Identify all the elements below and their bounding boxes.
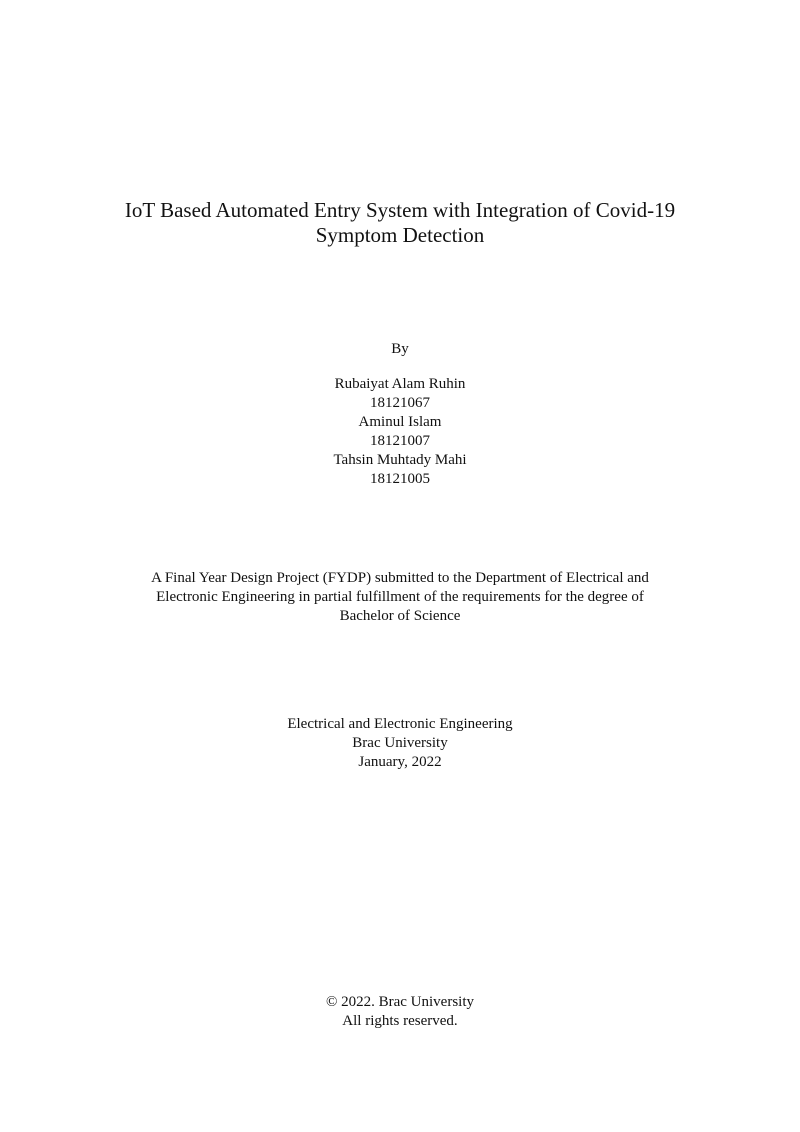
affiliation bbox=[0, 715, 800, 772]
submission-date: January, 2022 bbox=[358, 754, 442, 770]
author-id: 18121067 bbox=[370, 395, 430, 411]
by-label: By bbox=[391, 341, 409, 357]
copyright-line-1: © 2022. Brac University bbox=[325, 994, 475, 1010]
submission-statement bbox=[0, 569, 800, 626]
department: Electrical and Electronic Engineering bbox=[287, 716, 513, 732]
title-line-2: Symptom Detection bbox=[315, 223, 485, 247]
author-id: 18121005 bbox=[370, 471, 430, 487]
author-name: Tahsin Muhtady Mahi bbox=[333, 452, 467, 468]
title-line-1: IoT Based Automated Entry System with Integration of Covid-19 bbox=[124, 198, 676, 222]
copyright-line-2: All rights reserved. bbox=[342, 1013, 458, 1029]
university: Brac University bbox=[352, 735, 448, 751]
statement-line-3: Bachelor of Science bbox=[339, 608, 461, 624]
author-name: Aminul Islam bbox=[358, 414, 442, 430]
statement-line-1: A Final Year Design Project (FYDP) submitted to the Department of Electrical and bbox=[151, 570, 649, 586]
author-id: 18121007 bbox=[370, 433, 430, 449]
document-title bbox=[0, 198, 800, 248]
copyright-notice bbox=[0, 993, 800, 1031]
author-list bbox=[0, 375, 800, 489]
author-name: Rubaiyat Alam Ruhin bbox=[334, 376, 466, 392]
statement-line-2: Electronic Engineering in partial fulfillment of the requirements for the degree of bbox=[156, 589, 644, 605]
